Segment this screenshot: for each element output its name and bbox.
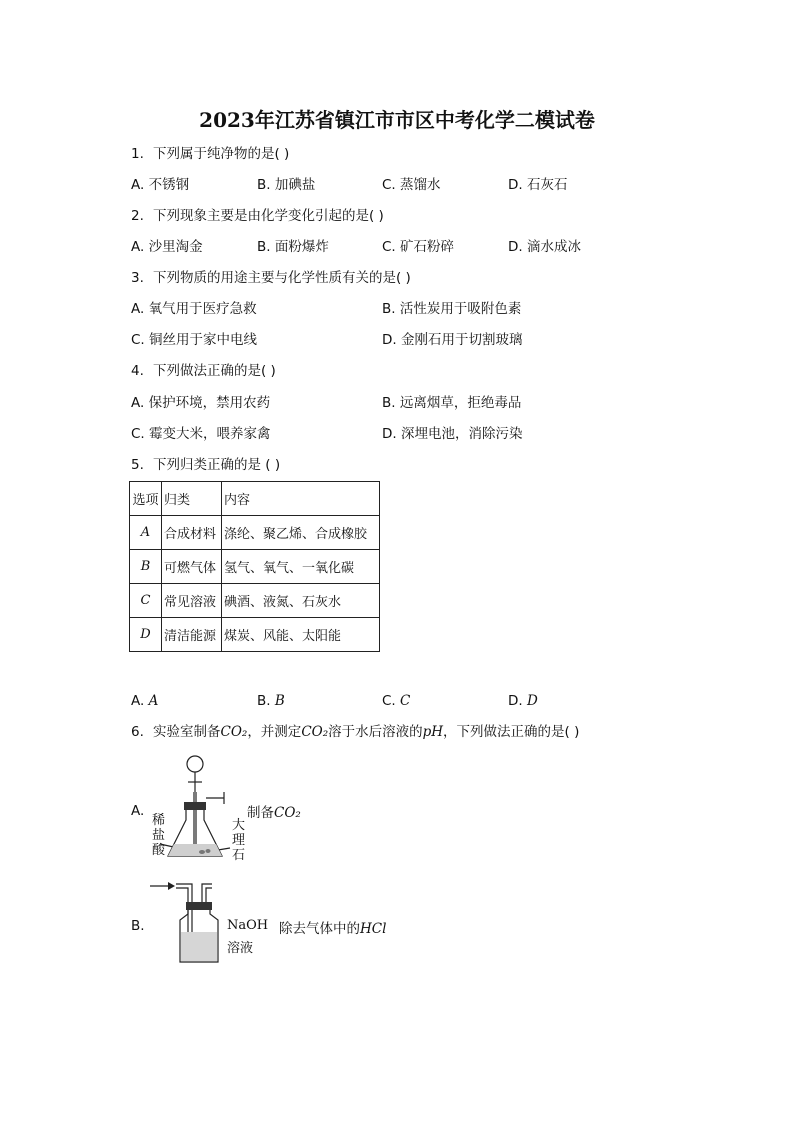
option-letter: C. (382, 177, 396, 193)
q1-option-d (508, 176, 567, 194)
q1-option-c (382, 176, 441, 194)
option-text: 蒸馏水 (400, 177, 441, 193)
option-text: 加碘盐 (274, 177, 316, 193)
option-text: 面粉爆炸 (274, 239, 329, 255)
option-text: D (526, 693, 538, 709)
label-char: 酸 (152, 843, 166, 858)
option-text: 不锈钢 (148, 177, 190, 193)
q2-option-d (508, 238, 581, 256)
dilute-hcl-label (152, 813, 166, 858)
option-letter: C. (131, 426, 145, 442)
question-1 (131, 145, 289, 163)
question-number: 1. (131, 146, 144, 162)
q6-option-a-letter: A. (131, 803, 145, 819)
option-letter: D. (508, 177, 523, 193)
question-number: 2. (131, 208, 144, 224)
option-letter: B. (257, 239, 271, 255)
option-letter: A. (131, 395, 145, 411)
marble-chip (206, 849, 211, 853)
table-header-cell: 内容 (222, 482, 380, 516)
q4-option-a (131, 394, 270, 412)
funnel-bulb (187, 756, 203, 772)
table-cell: D (130, 618, 162, 652)
option-letter: A. (131, 301, 145, 317)
table-cell: A (130, 516, 162, 550)
question-2 (131, 207, 384, 225)
option-letter: B. (257, 177, 271, 193)
table-header-cell: 归类 (162, 482, 222, 516)
question-stem: 下列现象主要是由化学变化引起的是( ) (153, 208, 384, 224)
stem-text: 溶于水后溶液的 (328, 724, 423, 740)
table-cell: B (130, 550, 162, 584)
label-char: 理 (232, 833, 246, 848)
rubber-stopper (184, 802, 206, 810)
q4-option-b (382, 394, 521, 412)
option-text: 金刚石用于切割玻璃 (400, 332, 523, 348)
label-char: 盐 (152, 828, 166, 843)
option-letter: A. (131, 693, 145, 709)
option-text: A (148, 693, 159, 709)
q6-option-b-letter: B. (131, 918, 145, 934)
option-text: 矿石粉碎 (400, 239, 455, 255)
table-cell: 清洁能源 (162, 618, 222, 652)
table-row (130, 550, 380, 584)
formula: CO₂ (301, 724, 329, 740)
option-text: 石灰石 (526, 177, 568, 193)
table-cell: 涤纶、聚乙烯、合成橡胶 (222, 516, 380, 550)
question-number: 5. (131, 457, 144, 473)
q2-option-b (257, 238, 329, 256)
q5-option-c (382, 692, 410, 710)
option-text: 除去气体中的 (279, 921, 360, 937)
table-cell: 碘酒、液氮、石灰水 (222, 584, 380, 618)
option-text: 深埋电池，消除污染 (400, 426, 523, 442)
option-text: 氧气用于医疗急救 (148, 301, 257, 317)
q3-option-b (382, 300, 521, 318)
q4-option-c (131, 425, 271, 443)
outlet-tube (202, 884, 212, 902)
option-letter: B. (382, 301, 396, 317)
option-text: 铜丝用于家中电线 (149, 332, 258, 348)
table-cell: 氢气、氧气、一氧化碳 (222, 550, 380, 584)
option-letter: C. (382, 693, 396, 709)
option-letter: A. (131, 239, 145, 255)
gas-washing-bottle-figure (148, 876, 228, 968)
rubber-stopper (186, 902, 212, 910)
option-letter: D. (508, 239, 523, 255)
marble-chip (199, 850, 205, 854)
q2-option-a (131, 238, 203, 256)
classification-table (129, 481, 380, 652)
question-6 (131, 723, 579, 741)
table-cell: C (130, 584, 162, 618)
formula: HCl (360, 921, 387, 937)
option-letter: B. (257, 693, 271, 709)
question-stem: 下列做法正确的是( ) (153, 363, 276, 379)
table-cell: 合成材料 (162, 516, 222, 550)
table-cell: 常见溶液 (162, 584, 222, 618)
label-char: 石 (232, 848, 246, 863)
q5-option-b (257, 692, 285, 710)
question-stem (153, 724, 579, 740)
question-stem: 下列归类正确的是 ( ) (153, 457, 281, 473)
q2-option-c (382, 238, 454, 256)
question-stem: 下列物质的用途主要与化学性质有关的是( ) (153, 270, 411, 286)
q5-option-d (508, 692, 538, 710)
table-header-cell: 选项 (130, 482, 162, 516)
question-4 (131, 362, 276, 380)
naoh-solution-liquid (181, 932, 217, 961)
question-number: 6. (131, 724, 144, 740)
option-text: 保护环境，禁用农药 (148, 395, 271, 411)
q6-option-b-text (279, 917, 386, 937)
table-row (130, 618, 380, 652)
option-text: 远离烟草，拒绝毒品 (399, 395, 522, 411)
formula: pH (422, 724, 444, 740)
option-text: 活性炭用于吸附色素 (399, 301, 522, 317)
acid-liquid (168, 844, 222, 856)
table-row (130, 584, 380, 618)
question-number: 4. (131, 363, 144, 379)
option-letter: C. (131, 332, 145, 348)
outlet-tube (206, 888, 212, 902)
formula: CO₂ (220, 724, 248, 740)
option-text: 沙里淘金 (148, 239, 203, 255)
stem-text: ，并测定 (247, 724, 302, 740)
option-text: 制备 (247, 805, 274, 821)
table-cell: 可燃气体 (162, 550, 222, 584)
option-text: B (274, 693, 285, 709)
q3-option-c (131, 331, 257, 349)
solution-label: 溶液 (227, 941, 254, 956)
table-cell: 煤炭、风能、太阳能 (222, 618, 380, 652)
naoh-label: NaOH (227, 918, 269, 933)
formula: CO₂ (274, 805, 301, 821)
arrow-head-icon (168, 882, 175, 890)
option-letter: D. (508, 693, 523, 709)
q4-option-d (382, 425, 522, 443)
option-letter: C. (382, 239, 396, 255)
q6-option-a-text (247, 801, 301, 821)
question-stem: 下列属于纯净物的是( ) (153, 146, 290, 162)
option-text: 霉变大米，喂养家禽 (149, 426, 271, 442)
question-3 (131, 269, 411, 287)
q3-option-d (382, 331, 522, 349)
label-char: 大 (232, 818, 246, 833)
q1-option-a (131, 176, 189, 194)
table-row (130, 516, 380, 550)
table-header-row (130, 482, 380, 516)
option-letter: D. (382, 332, 397, 348)
stem-text: ，下列做法正确的是( ) (443, 724, 580, 740)
question-number: 3. (131, 270, 144, 286)
option-letter: D. (382, 426, 397, 442)
option-text: 滴水成冰 (526, 239, 581, 255)
option-letter: B. (382, 395, 396, 411)
q5-option-a (131, 692, 158, 710)
stem-text: 实验室制备 (153, 724, 221, 740)
label-char: 稀 (152, 813, 166, 828)
q3-option-a (131, 300, 257, 318)
option-letter: A. (131, 177, 145, 193)
q1-option-b (257, 176, 315, 194)
option-text: C (400, 693, 411, 709)
marble-label (232, 818, 246, 863)
question-5 (131, 456, 280, 474)
page-title: 2023年江苏省镇江市市区中考化学二模试卷 (199, 108, 595, 132)
